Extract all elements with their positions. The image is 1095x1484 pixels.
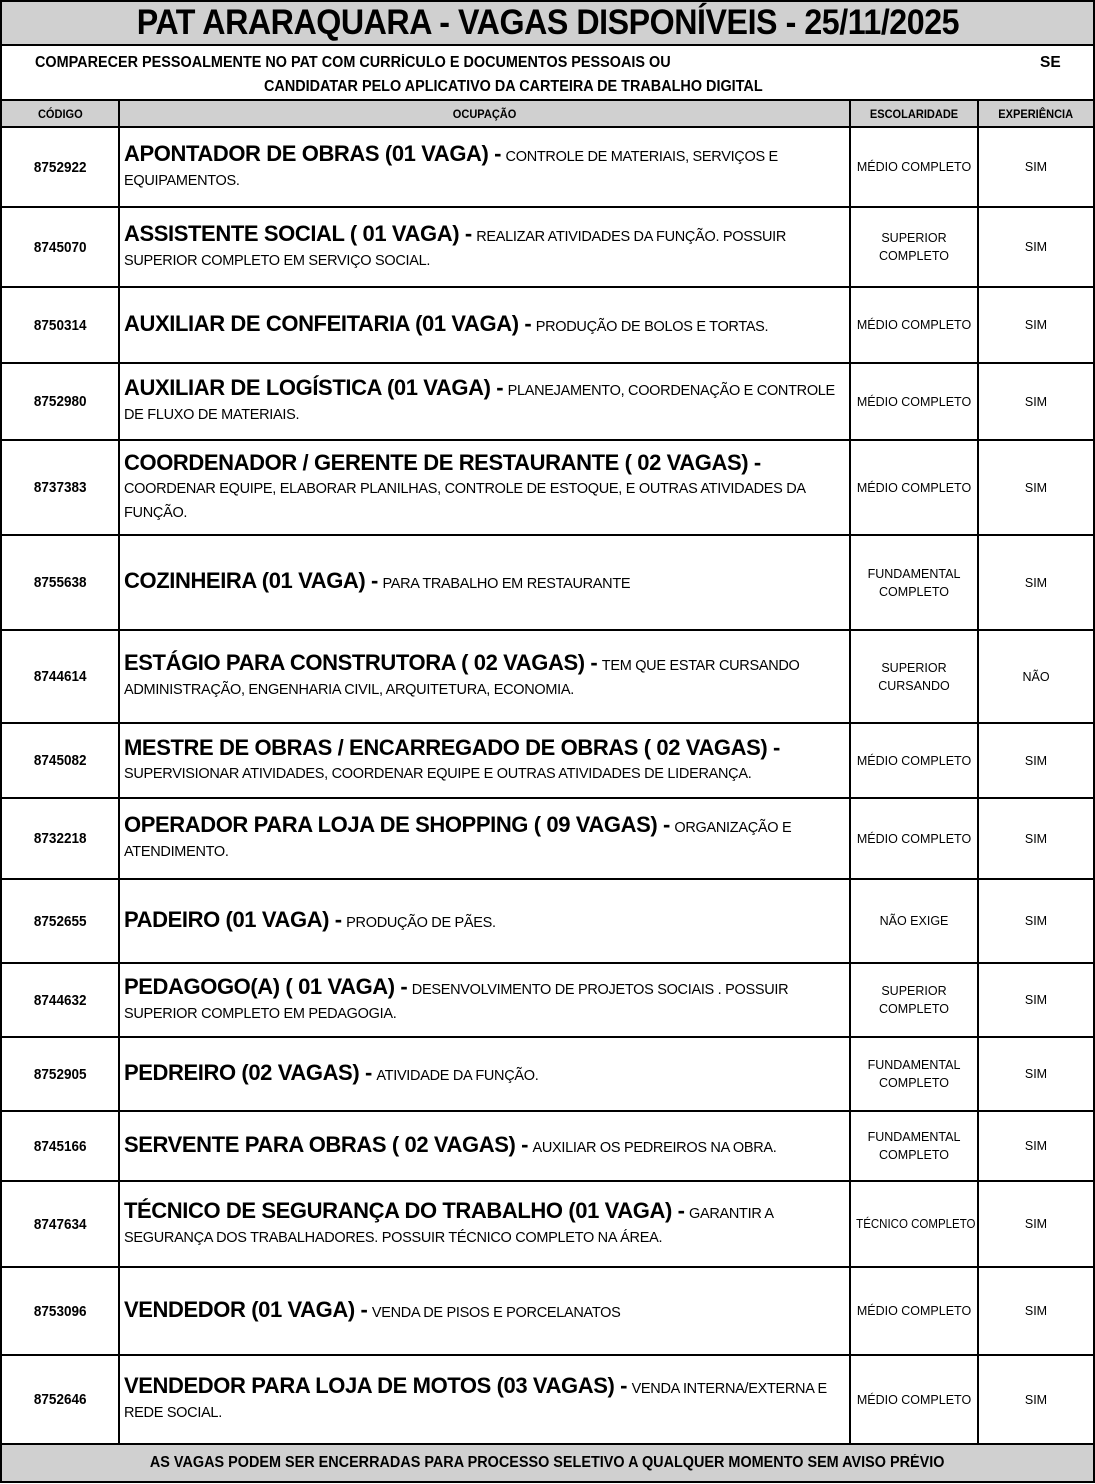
job-title: MESTRE DE OBRAS / ENCARREGADO DE OBRAS ( 02 VAGAS) - xyxy=(124,734,780,760)
table-row xyxy=(2,630,1093,723)
job-code: 8752922 xyxy=(2,127,119,207)
job-occupation xyxy=(119,1181,850,1267)
job-experience: SIM xyxy=(978,287,1093,363)
job-description: COORDENAR EQUIPE, ELABORAR PLANILHAS, CONTROLE DE ESTOQUE, E OUTRAS ATIVIDADES DA FUNÇÃO. xyxy=(124,480,805,521)
job-title: PADEIRO (01 VAGA) - xyxy=(124,906,342,932)
page-title: PAT ARARAQUARA - VAGAS DISPONÍVEIS - 25/11/2025 xyxy=(136,3,959,42)
job-title: TÉCNICO DE SEGURANÇA DO TRABALHO (01 VAGA) - xyxy=(124,1197,685,1223)
job-occupation xyxy=(119,1267,850,1355)
job-code: 8745166 xyxy=(2,1111,119,1181)
job-occupation xyxy=(119,798,850,879)
job-description: AUXILIAR OS PEDREIROS NA OBRA. xyxy=(532,1139,777,1156)
job-title: PEDREIRO (02 VAGAS) - xyxy=(124,1059,372,1085)
table-row xyxy=(2,1037,1093,1111)
job-description: PRODUÇÃO DE PÃES. xyxy=(346,914,496,931)
job-code: 8744632 xyxy=(2,963,119,1037)
column-header-code: CÓDIGO xyxy=(2,101,119,127)
job-title: COORDENADOR / GERENTE DE RESTAURANTE ( 02 VAGAS) - xyxy=(124,449,761,475)
job-code: 8747634 xyxy=(2,1181,119,1267)
job-experience: SIM xyxy=(978,127,1093,207)
job-occupation xyxy=(119,440,850,535)
job-description: DESENVOLVIMENTO DE PROJETOS SOCIAIS . POSSUIR SUPERIOR COMPLETO EM PEDAGOGIA. xyxy=(124,981,789,1022)
job-education: FUNDAMENTAL COMPLETO xyxy=(850,1111,978,1181)
table-row xyxy=(2,535,1093,630)
job-experience: SIM xyxy=(978,207,1093,287)
column-header-education: ESCOLARIDADE xyxy=(850,101,978,127)
job-education: MÉDIO COMPLETO xyxy=(850,363,978,440)
job-code: 8753096 xyxy=(2,1267,119,1355)
job-education: MÉDIO COMPLETO xyxy=(850,723,978,798)
job-occupation xyxy=(119,127,850,207)
job-code: 8752646 xyxy=(2,1355,119,1444)
table-row xyxy=(2,879,1093,963)
job-experience: SIM xyxy=(978,1267,1093,1355)
job-code: 8752905 xyxy=(2,1037,119,1111)
job-education: MÉDIO COMPLETO xyxy=(850,1355,978,1444)
notice-line-1: COMPARECER PESSOALMENTE NO PAT COM CURRÍCULO E DOCUMENTOS PESSOAIS OU xyxy=(35,54,671,71)
job-title: OPERADOR PARA LOJA DE SHOPPING ( 09 VAGAS) - xyxy=(124,812,670,837)
job-experience: SIM xyxy=(978,1037,1093,1111)
instructions-notice xyxy=(2,46,1093,101)
job-title: COZINHEIRA (01 VAGA) - xyxy=(124,568,378,593)
table-row xyxy=(2,440,1093,535)
title-bar xyxy=(2,2,1093,46)
job-code: 8752980 xyxy=(2,363,119,440)
job-experience: SIM xyxy=(978,440,1093,535)
table-row xyxy=(2,1355,1093,1444)
job-experience: NÃO xyxy=(978,630,1093,723)
job-occupation xyxy=(119,630,850,723)
job-description: ATIVIDADE DA FUNÇÃO. xyxy=(376,1067,539,1084)
job-education: MÉDIO COMPLETO xyxy=(850,1267,978,1355)
job-title: AUXILIAR DE LOGÍSTICA (01 VAGA) - xyxy=(124,375,504,400)
job-occupation xyxy=(119,363,850,440)
table-header-row xyxy=(2,101,1093,127)
job-description: REALIZAR ATIVIDADES DA FUNÇÃO. POSSUIR SUPERIOR COMPLETO EM SERVIÇO SOCIAL. xyxy=(124,228,787,269)
job-description: CONTROLE DE MATERIAIS, SERVIÇOS E EQUIPAMENTOS. xyxy=(124,148,778,189)
job-code: 8737383 xyxy=(2,440,119,535)
job-title: PEDAGOGO(A) ( 01 VAGA) - xyxy=(124,973,408,999)
job-education: MÉDIO COMPLETO xyxy=(850,798,978,879)
job-experience: SIM xyxy=(978,963,1093,1037)
job-code: 8745082 xyxy=(2,723,119,798)
job-occupation xyxy=(119,1037,850,1111)
notice-line-2: CANDIDATAR PELO APLICATIVO DA CARTEIRA DE TRABALHO DIGITAL xyxy=(264,78,763,95)
job-title: AUXILIAR DE CONFEITARIA (01 VAGA) - xyxy=(124,310,532,336)
table-row xyxy=(2,1181,1093,1267)
job-education: FUNDAMENTAL COMPLETO xyxy=(850,1037,978,1111)
table-row xyxy=(2,287,1093,363)
job-occupation xyxy=(119,207,850,287)
job-title: APONTADOR DE OBRAS (01 VAGA) - xyxy=(124,140,502,166)
table-row xyxy=(2,207,1093,287)
job-code: 8745070 xyxy=(2,207,119,287)
job-experience: SIM xyxy=(978,535,1093,630)
vacancies-table xyxy=(2,101,1093,1445)
job-education: MÉDIO COMPLETO xyxy=(850,440,978,535)
column-header-occupation: OCUPAÇÃO xyxy=(119,101,850,127)
table-row xyxy=(2,127,1093,207)
job-occupation xyxy=(119,1355,850,1444)
table-row xyxy=(2,1111,1093,1181)
job-title: VENDEDOR (01 VAGA) - xyxy=(124,1296,368,1322)
table-body xyxy=(2,127,1093,1444)
job-education: NÃO EXIGE xyxy=(850,879,978,963)
job-code: 8750314 xyxy=(2,287,119,363)
job-title: ASSISTENTE SOCIAL ( 01 VAGA) - xyxy=(124,220,472,246)
job-occupation xyxy=(119,879,850,963)
job-description: PLANEJAMENTO, COORDENAÇÃO E CONTROLE DE FLUXO DE MATERIAIS. xyxy=(124,383,835,423)
job-education: FUNDAMENTAL COMPLETO xyxy=(850,535,978,630)
column-header-experience: EXPERIÊNCIA xyxy=(978,101,1093,127)
job-description: TEM QUE ESTAR CURSANDO ADMINISTRAÇÃO, ENGENHARIA CIVIL, ARQUITETURA, ECONOMIA. xyxy=(124,658,800,698)
job-occupation xyxy=(119,963,850,1037)
job-education: MÉDIO COMPLETO xyxy=(850,127,978,207)
notice-se: SE xyxy=(1040,54,1061,71)
table-row xyxy=(2,1267,1093,1355)
footer-disclaimer xyxy=(2,1443,1093,1481)
table-row xyxy=(2,363,1093,440)
job-experience: SIM xyxy=(978,1111,1093,1181)
job-experience: SIM xyxy=(978,798,1093,879)
table-row xyxy=(2,723,1093,798)
job-title: VENDEDOR PARA LOJA DE MOTOS (03 VAGAS) - xyxy=(124,1373,628,1398)
job-description: ORGANIZAÇÃO E ATENDIMENTO. xyxy=(124,820,792,860)
job-code: 8744614 xyxy=(2,630,119,723)
job-education: SUPERIOR CURSANDO xyxy=(850,630,978,723)
job-code: 8755638 xyxy=(2,535,119,630)
table-row xyxy=(2,963,1093,1037)
job-description: VENDA DE PISOS E PORCELANATOS xyxy=(371,1304,621,1321)
job-occupation xyxy=(119,723,850,798)
job-code: 8752655 xyxy=(2,879,119,963)
job-experience: SIM xyxy=(978,1181,1093,1267)
job-experience: SIM xyxy=(978,1355,1093,1444)
job-description: GARANTIR A SEGURANÇA DOS TRABALHADORES. POSSUIR TÉCNICO COMPLETO NA ÁREA. xyxy=(124,1205,774,1246)
job-experience: SIM xyxy=(978,363,1093,440)
job-education: TÉCNICO COMPLETO xyxy=(850,1181,978,1267)
job-title: ESTÁGIO PARA CONSTRUTORA ( 02 VAGAS) - xyxy=(124,650,598,675)
job-occupation xyxy=(119,1111,850,1181)
job-education: MÉDIO COMPLETO xyxy=(850,287,978,363)
job-title: SERVENTE PARA OBRAS ( 02 VAGAS) - xyxy=(124,1131,529,1157)
job-description: VENDA INTERNA/EXTERNA E REDE SOCIAL. xyxy=(124,1381,827,1421)
job-experience: SIM xyxy=(978,723,1093,798)
job-education: SUPERIOR COMPLETO xyxy=(850,963,978,1037)
job-description: PARA TRABALHO EM RESTAURANTE xyxy=(382,576,631,592)
job-occupation xyxy=(119,535,850,630)
job-education: SUPERIOR COMPLETO xyxy=(850,207,978,287)
table-row xyxy=(2,798,1093,879)
job-description: PRODUÇÃO DE BOLOS E TORTAS. xyxy=(535,318,769,335)
job-experience: SIM xyxy=(978,879,1093,963)
job-description: SUPERVISIONAR ATIVIDADES, COORDENAR EQUIPE E OUTRAS ATIVIDADES DE LIDERANÇA. xyxy=(124,765,752,782)
job-occupation xyxy=(119,287,850,363)
job-code: 8732218 xyxy=(2,798,119,879)
footer-text: AS VAGAS PODEM SER ENCERRADAS PARA PROCESSO SELETIVO A QUALQUER MOMENTO SEM AVISO PRÉVIO xyxy=(150,1454,945,1471)
